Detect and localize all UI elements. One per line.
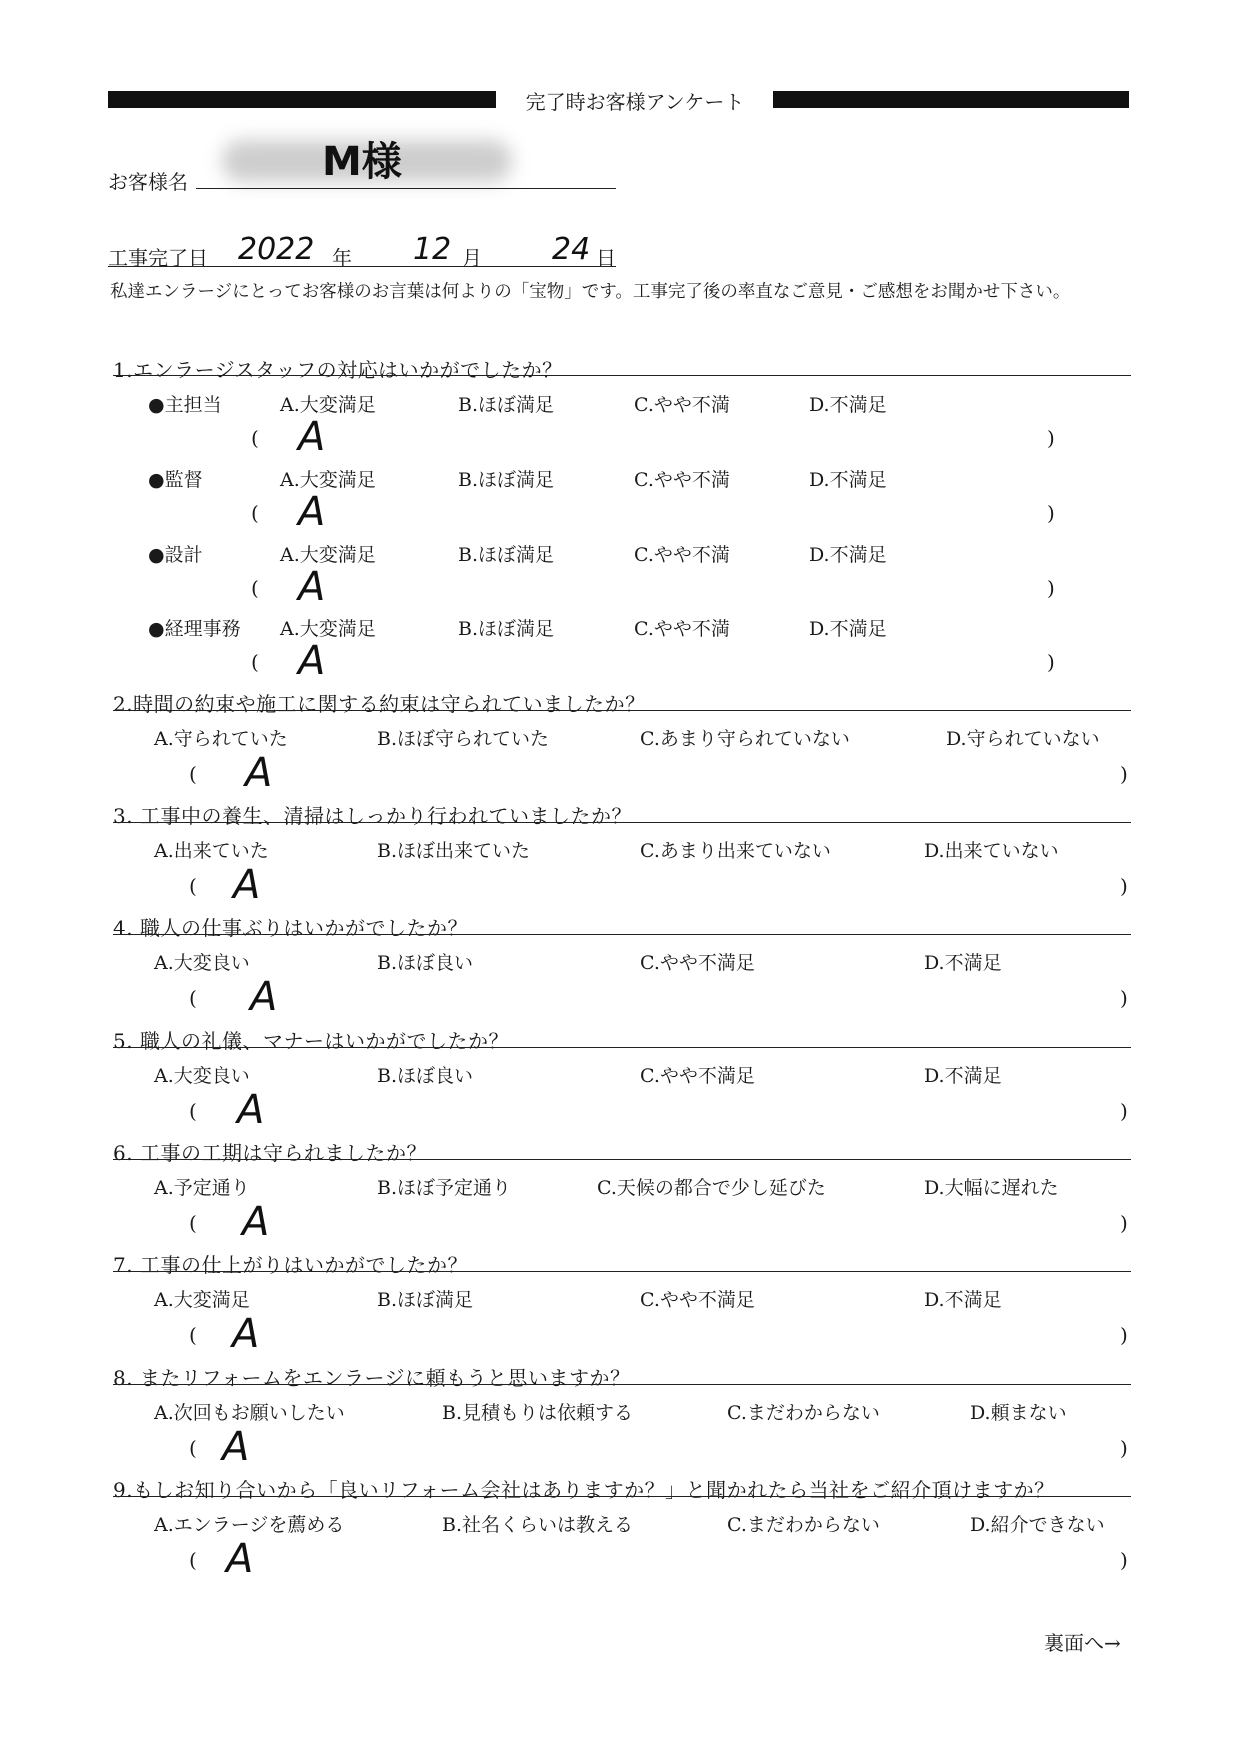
question-option: C.やや不満足 [640, 1289, 755, 1311]
q1-option: C.やや不満 [634, 469, 730, 491]
question-rule [113, 1159, 1131, 1160]
question-option: B.ほぼ良い [377, 1065, 474, 1087]
paren-open: ( [189, 1323, 197, 1347]
header-bar-left [108, 91, 496, 108]
next-page-label: 裏面へ→ [1044, 1631, 1121, 1655]
question-option: D.出来ていない [924, 840, 1059, 862]
q1-answer: A [298, 638, 326, 684]
paren-close: ) [1120, 1099, 1128, 1123]
question-option: D.守られていない [946, 728, 1100, 750]
q1-option: B.ほぼ満足 [458, 394, 555, 416]
q1-option: B.ほぼ満足 [458, 618, 555, 640]
q1-answer: A [298, 489, 326, 535]
paren-close: ) [1120, 1436, 1128, 1460]
paren-open: ( [189, 1099, 197, 1123]
question-option: A.守られていた [154, 728, 288, 750]
question-option: D.不満足 [924, 952, 1002, 974]
completion-month: 12 [413, 232, 452, 267]
question-title: 2.時間の約束や施工に関する約束は守られていましたか？ [113, 692, 646, 716]
q1-option: D.不満足 [809, 469, 887, 491]
paren-open: ( [189, 1436, 197, 1460]
paren-close: ) [1047, 426, 1055, 450]
paren-close: ) [1120, 1323, 1128, 1347]
question-answer: A [250, 974, 278, 1020]
question-option: B.社名くらいは教える [442, 1514, 634, 1536]
question-option: D.紹介できない [970, 1514, 1105, 1536]
question-answer: A [222, 1424, 250, 1470]
question-answer: A [232, 1311, 260, 1357]
question-title: 6. 工事の工期は守られましたか？ [113, 1141, 427, 1165]
question-option: C.まだわからない [727, 1514, 880, 1536]
q1-option: A.大変満足 [280, 469, 376, 491]
question-rule [113, 710, 1131, 711]
paren-open: ( [189, 986, 197, 1010]
month-unit: 月 [462, 246, 482, 270]
question-option: A.次回もお願いしたい [154, 1402, 345, 1424]
question-option: A.大変満足 [154, 1289, 250, 1311]
question-option: C.あまり出来ていない [640, 840, 831, 862]
q1-option: C.やや不満 [634, 618, 730, 640]
q1-row-label: ●主担当 [148, 394, 222, 416]
question-answer: A [226, 1536, 254, 1582]
question-option: C.やや不満足 [640, 1065, 755, 1087]
paren-close: ) [1120, 986, 1128, 1010]
question-option: B.見積もりは依頼する [442, 1402, 634, 1424]
question-title: 3. 工事中の養生、清掃はしっかり行われていましたか？ [113, 804, 632, 828]
question-answer: A [237, 1087, 265, 1133]
question-option: B.ほぼ守られていた [377, 728, 550, 750]
question-rule [113, 1047, 1131, 1048]
customer-name: M様 [322, 139, 402, 185]
paren-open: ( [189, 762, 197, 786]
question-title: 7. 工事の仕上がりはいかがでしたか？ [113, 1253, 468, 1277]
question-answer: A [233, 862, 261, 908]
question-option: A.大変良い [154, 952, 250, 974]
question-option: A.エンラージを薦める [154, 1514, 345, 1536]
page-title: 完了時お客様アンケート [525, 90, 745, 114]
paren-open: ( [251, 501, 259, 525]
question-1-rule [113, 375, 1131, 376]
question-rule [113, 1384, 1131, 1385]
question-option: C.あまり守られていない [640, 728, 850, 750]
question-title: 5. 職人の礼儀、マナーはいかがでしたか？ [113, 1029, 509, 1053]
paren-open: ( [251, 426, 259, 450]
q1-option: B.ほぼ満足 [458, 544, 555, 566]
q1-answer: A [298, 414, 326, 460]
question-option: D.頼まない [970, 1402, 1067, 1424]
question-option: C.天候の都合で少し延びた [597, 1177, 826, 1199]
completion-year: 2022 [238, 232, 315, 267]
q1-row-label: ●経理事務 [148, 618, 241, 640]
question-option: C.まだわからない [727, 1402, 880, 1424]
q1-option: D.不満足 [809, 394, 887, 416]
paren-close: ) [1120, 1211, 1128, 1235]
q1-option: D.不満足 [809, 618, 887, 640]
customer-name-label: お客様名 [108, 170, 188, 194]
question-option: B.ほぼ予定通り [377, 1177, 512, 1199]
question-option: B.ほぼ良い [377, 952, 474, 974]
question-option: A.大変良い [154, 1065, 250, 1087]
paren-open: ( [189, 1211, 197, 1235]
paren-close: ) [1047, 650, 1055, 674]
q1-answer: A [298, 564, 326, 610]
question-option: C.やや不満足 [640, 952, 755, 974]
year-unit: 年 [332, 246, 352, 270]
paren-close: ) [1047, 576, 1055, 600]
q1-option: A.大変満足 [280, 544, 376, 566]
question-option: D.不満足 [924, 1289, 1002, 1311]
question-rule [113, 1271, 1131, 1272]
paren-open: ( [251, 576, 259, 600]
question-option: D.大幅に遅れた [924, 1177, 1059, 1199]
q1-option: B.ほぼ満足 [458, 469, 555, 491]
question-title: 9.もしお知り合いから「良いリフォーム会社はありますか？」と聞かれたら当社をご紹介頂けますか？ [113, 1478, 1055, 1502]
question-title: 4. 職人の仕事ぶりはいかがでしたか？ [113, 916, 468, 940]
q1-option: C.やや不満 [634, 544, 730, 566]
question-option: B.ほぼ出来ていた [377, 840, 531, 862]
question-1-title: 1.エンラージスタッフの対応はいかがでしたか？ [113, 358, 563, 382]
question-title: 8. またリフォームをエンラージに頼もうと思いますか？ [113, 1366, 631, 1390]
q1-row-label: ●監督 [148, 469, 203, 491]
paren-close: ) [1120, 762, 1128, 786]
q1-option: D.不満足 [809, 544, 887, 566]
question-option: A.出来ていた [154, 840, 269, 862]
paren-close: ) [1120, 1548, 1128, 1572]
q1-option: A.大変満足 [280, 394, 376, 416]
paren-close: ) [1047, 501, 1055, 525]
paren-close: ) [1120, 874, 1128, 898]
paren-open: ( [189, 874, 197, 898]
question-answer: A [242, 1199, 270, 1245]
customer-name-underline [196, 188, 616, 189]
completion-day: 24 [552, 232, 591, 267]
question-rule [113, 822, 1131, 823]
q1-option: A.大変満足 [280, 618, 376, 640]
question-option: D.不満足 [924, 1065, 1002, 1087]
question-option: A.予定通り [154, 1177, 250, 1199]
q1-option: C.やや不満 [634, 394, 730, 416]
header-bar-right [773, 91, 1129, 108]
day-unit: 日 [596, 246, 616, 270]
completion-date-label: 工事完了日 [108, 246, 208, 270]
completion-date-underline [108, 266, 616, 267]
intro-text: 私達エンラージにとってお客様のお言葉は何よりの「宝物」です。工事完了後の率直なご意見・ご感想をお聞かせ下さい。 [110, 282, 1071, 302]
paren-open: ( [251, 650, 259, 674]
paren-open: ( [189, 1548, 197, 1572]
q1-row-label: ●設計 [148, 544, 203, 566]
question-rule [113, 934, 1131, 935]
question-option: B.ほぼ満足 [377, 1289, 474, 1311]
question-rule [113, 1496, 1131, 1497]
question-answer: A [245, 750, 273, 796]
